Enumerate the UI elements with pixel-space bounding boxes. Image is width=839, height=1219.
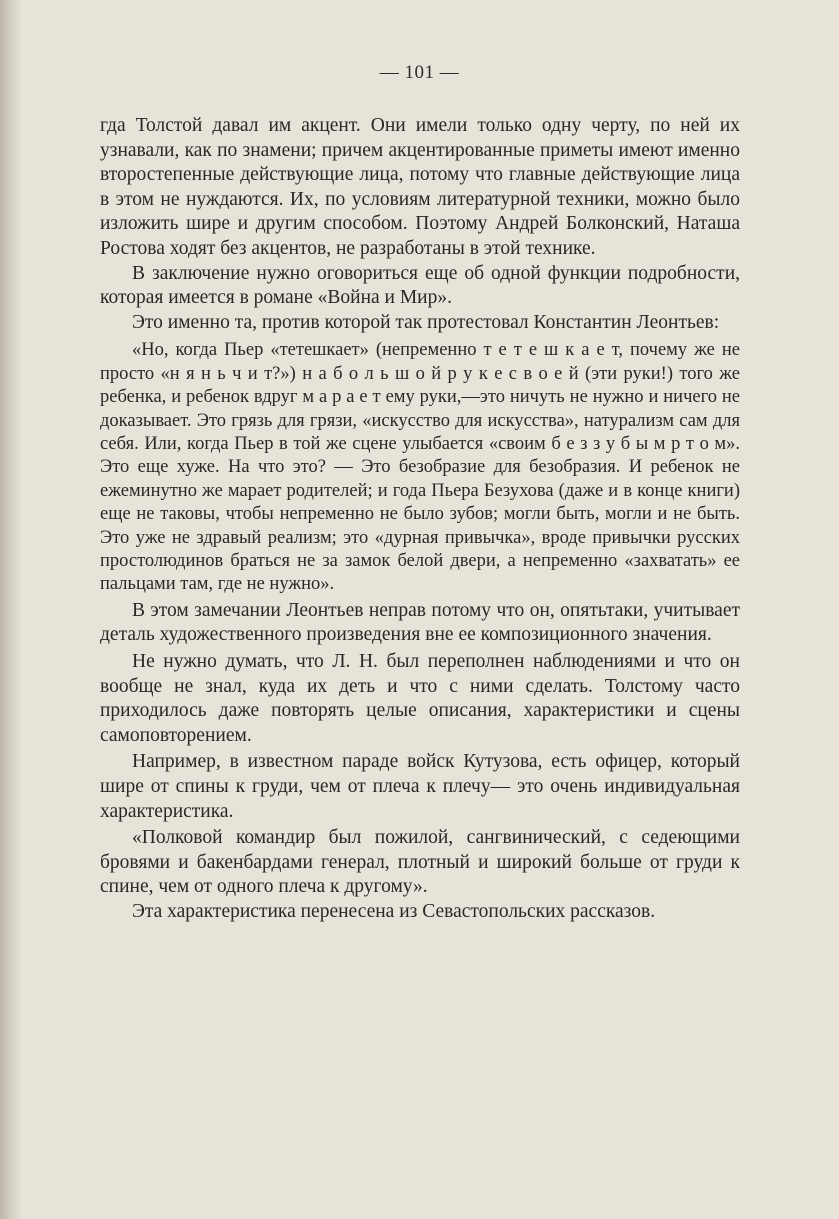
quote-leontiev: «Но, когда Пьер «тетешкает» (непременно т е т е ш к а е т, почему же не просто «н я н ь ч и т?») н а б о л ь ш о й р у к е с в о е й (эти руки!) того же ребенка, и ребенок вдруг м а р а е т ему руки,—это ничуть не нужно и ничего не доказывает. Это грязь для грязи, «искусство для искусства», натурализм сам для себя. Или, когда Пьер в той же сцене улыбается «своим б е з з у б ы м р т о м». Это еще хуже. На что это? — Это безобразие для безобразия. И ребенок не ежеминутно же марает родителей; и года Пьера Безухова (даже и в конце книги) еще не таковы, чтобы непременно не было зубов; могли быть, могли и не быть. Это уже не здравый реализм; это «дурная привычка», вроде привычки русских простолюдинов браться не за замок белой двери, а непременно «захватать» ее пальцами там, где не нужно». [100,340,740,595]
paragraph-leontiev-wrong: В этом замечании Леонтьев неправ потому что он, опятьтаки, учитывает деталь художественного произведения вне ее композиционного значения. [100,599,740,646]
paragraph-leontiev-intro: Это именно та, против которой так протестовал Константин Леонтьев: [132,311,720,333]
page-body [100,114,740,925]
paragraph-conclusion: В заключение нужно оговориться еще об одной функции подробности, которая имеется в романе «Война и Мир». [100,262,740,309]
paragraph-observations: Не нужно думать, что Л. Н. был переполнен наблюдениями и что он вообще не знал, куда их деть и что с ними сделать. Толстому часто приходилось даже повторять целые описания, характеристики и сцены самоповторением. [100,651,740,746]
paragraph-sevastopol: Эта характеристика перенесена из Севастопольских рассказов. [132,900,656,922]
book-spine-shadow [0,0,22,1219]
paragraph-parade-example: Например, в известном параде войск Кутузова, есть офицер, который шире от спины к груди, чем от плеча к плечу— это очень индивидуальная характеристика. [100,751,740,822]
quote-regiment-commander: «Полковой командир был пожилой, сангвинический, с седеющими бровями и бакенбардами генерал, плотный и широкий больше от груди к спине, чем от одного плеча к другому». [100,827,740,898]
paragraph-continuation: гда Толстой давал им акцент. Они имели только одну черту, по ней их узнавали, как по знамени; причем акцентированные приметы имеют именно второстепенные действующие лица, потому что главные действующие лица в этом не нуждаются. Их, по условиям литературной техники, можно было изложить шире и другим способом. Поэтому Андрей Болконский, Наташа Ростова ходят без акцентов, не разработаны в этой технике. [100,115,740,259]
page-number: — 101 — [379,62,460,83]
